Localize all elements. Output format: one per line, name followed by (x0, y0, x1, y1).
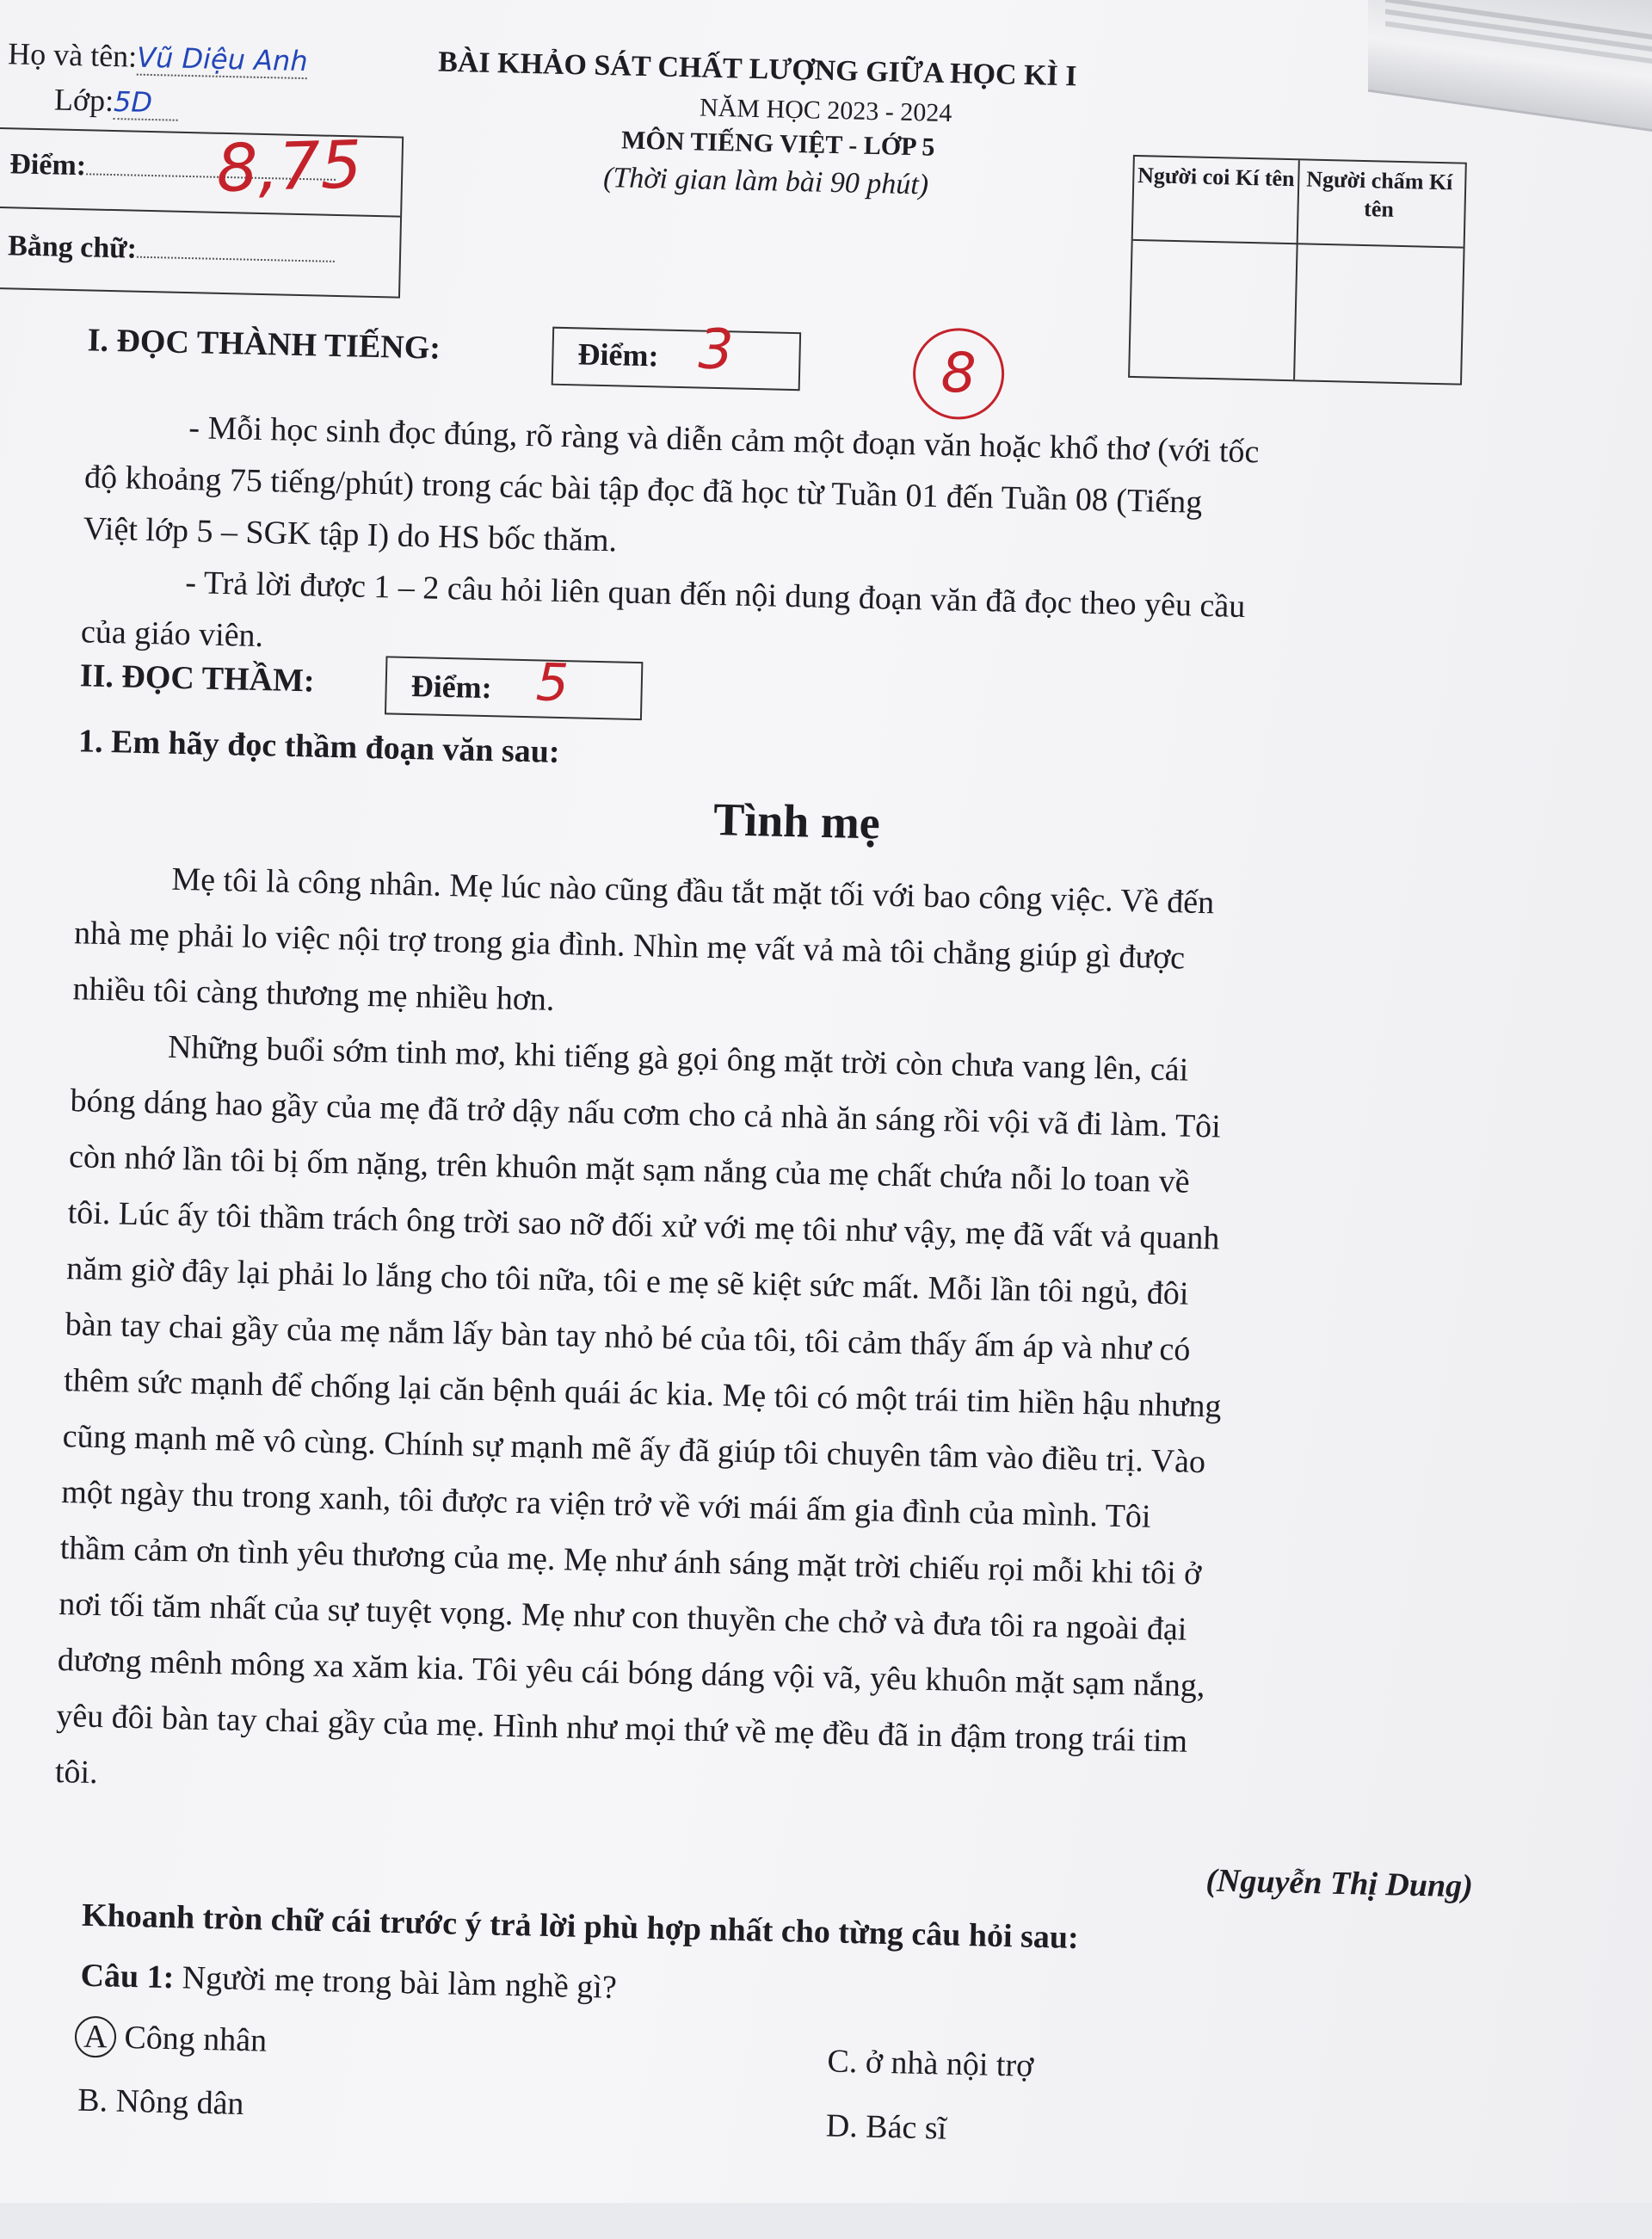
section2-score-label: Điểm: (410, 669, 493, 706)
passage-line: bàn tay chai gầy của mẹ nắm lấy bàn tay nhỏ bé của tôi, tôi cảm thấy ấm áp và như có (65, 1306, 1191, 1368)
section2-score-handwritten: 5 (535, 652, 570, 714)
section1-heading: I. ĐỌC THÀNH TIẾNG: (87, 322, 441, 367)
option-c[interactable] (827, 2041, 1034, 2087)
passage-line: bóng dáng hao gầy của mẹ đã trở dậy nấu cơm cho cả nhà ăn sáng rồi vội vã đi làm. Tôi (70, 1082, 1222, 1145)
section1-score-label: Điểm: (577, 336, 659, 373)
total-score-handwritten: 8,75 (215, 126, 363, 207)
option-a[interactable] (74, 2016, 267, 2063)
class-line (54, 80, 179, 121)
option-b[interactable] (77, 2081, 244, 2125)
option-a-text: Công nhân (124, 2019, 268, 2059)
passage-line: nơi tối tăm nhất của sự tuyệt vọng. Mẹ như con thuyền che chở và đưa tôi ra ngoài đại (58, 1586, 1187, 1648)
exam-page (0, 26, 1618, 2239)
option-b-letter: B. (77, 2082, 108, 2119)
questions-instruction: Khoanh tròn chữ cái trước ý trả lời phù hợp nhất cho từng câu hỏi sau: (81, 1897, 1080, 1957)
instruction-line: Việt lớp 5 – SGK tập I) do HS bốc thăm. (83, 510, 618, 559)
instruction-line: của giáo viên. (80, 614, 264, 655)
passage-line: nhà mẹ phải lo việc nội trợ trong gia đình. Nhìn mẹ vất vả mà tôi chẳng giúp gì được (73, 915, 1186, 977)
option-d[interactable] (825, 2106, 946, 2150)
passage-line: thêm sức mạnh để chống lại căn bệnh quái ác kia. Mẹ tôi có một trái tim hiền hậu nhưng (63, 1362, 1222, 1425)
grader-signature-header: Người chấm Kí tên (1305, 166, 1453, 222)
section1-score-handwritten: 3 (697, 318, 735, 383)
name-line (8, 34, 308, 80)
passage-line: Mẹ tôi là công nhân. Mẹ lúc nào cũng đầu tắt mặt tối với bao công việc. Về đến (171, 860, 1215, 922)
section1-instructions (80, 399, 1496, 689)
school-year: NĂM HỌC 2023 - 2024 (699, 93, 952, 128)
words-line (8, 228, 336, 272)
instruction-line: - Mỗi học sinh đọc đúng, rõ ràng và diễn cảm một đoạn văn hoặc khổ thơ (với tốc (188, 410, 1260, 471)
section2-heading: II. ĐỌC THẦM: (79, 657, 315, 700)
question-1 (80, 1956, 617, 2009)
question-1-text: Người mẹ trong bài làm nghề gì? (182, 1959, 618, 2006)
instruction-line: - Trả lời được 1 – 2 câu hỏi liên quan đến nội dung đoạn văn đã đọc theo yêu cầu (184, 564, 1246, 626)
passage-line: tôi. (54, 1753, 99, 1792)
passage-line: thầm cảm ơn tình yêu thương của mẹ. Mẹ như ánh sáng mặt trời chiếu rọi mỗi khi tôi ở (59, 1530, 1202, 1593)
class-label: Lớp: (53, 82, 114, 119)
passage-line: cũng mạnh mẽ vô cùng. Chính sự mạnh mẽ ấy đã giúp tôi chuyên tâm vào điều trị. Vào (62, 1418, 1206, 1481)
passage-author: (Nguyễn Thị Dung) (1205, 1862, 1474, 1905)
passage-line: còn nhớ lần tôi bị ốm nặng, trên khuôn mặt sạm nắng của mẹ chất chứa nỗi lo toan về (68, 1138, 1191, 1200)
proctor-signature-header: Người coi Kí tên (1137, 163, 1295, 192)
passage-line: Những buổi sớm tinh mơ, khi tiếng gà gọi ông mặt trời còn chưa vang lên, cái (167, 1028, 1189, 1089)
signature-table (1128, 155, 1467, 386)
option-c-text: ở nhà nội trợ (865, 2044, 1034, 2084)
passage-title: Tình mẹ (712, 793, 881, 849)
exam-title: BÀI KHẢO SÁT CHẤT LƯỢNG GIỮA HỌC KÌ I (437, 46, 1077, 93)
name-label: Họ và tên: (7, 36, 138, 74)
words-dots (137, 256, 335, 262)
score-label: Điểm: (9, 148, 87, 182)
option-b-text: Nông dân (115, 2082, 244, 2123)
score-box-divider (0, 207, 400, 218)
time-line: (Thời gian làm bài 90 phút) (602, 161, 929, 201)
passage-line: năm giờ đây lại phải lo lắng cho tôi nữa, tôi e mẹ sẽ kiệt sức mất. Mỗi lần tôi ngủ, đôi (65, 1250, 1189, 1312)
option-d-letter: D. (825, 2107, 859, 2145)
passage-line: nhiều tôi càng thương mẹ nhiều hơn. (72, 971, 555, 1018)
class-value: 5D (114, 85, 179, 121)
subject-line: MÔN TIẾNG VIỆT - LỚP 5 (620, 126, 935, 162)
question-1-label: Câu 1: (80, 1957, 175, 1996)
circled-score-handwritten: 8 (912, 327, 1005, 420)
option-c-letter: C. (827, 2043, 858, 2081)
reading-instruction: 1. Em hãy đọc thầm đoạn văn sau: (77, 723, 561, 770)
passage-body (54, 849, 1487, 1832)
passage-line: tôi. Lúc ấy tôi thầm trách ông trời sao nỡ đối xử với mẹ tôi như vậy, mẹ đã vất vả quanh (67, 1194, 1220, 1257)
option-d-text: Bác sĩ (865, 2108, 947, 2147)
instruction-line: độ khoảng 75 tiếng/phút) trong các bài tập đọc đã học từ Tuần 01 đến Tuần 08 (Tiếng (83, 459, 1203, 521)
words-label: Bằng chữ: (7, 230, 138, 265)
option-a-letter-circled: A (74, 2016, 116, 2058)
passage-line: một ngày thu trong xanh, tôi được ra viện trở về với mái ấm gia đình của mình. Tôi (60, 1474, 1151, 1535)
passage-line: yêu đôi bàn tay chai gầy của mẹ. Hình như mọi thứ về mẹ đều đã in đậm trong trái tim (55, 1697, 1188, 1760)
passage-line: dương mênh mông xa xăm kia. Tôi yêu cái bóng dáng vội vã, yêu khuôn mặt sạm nắng, (57, 1642, 1205, 1705)
student-name: Vũ Diệu Anh (136, 40, 309, 78)
